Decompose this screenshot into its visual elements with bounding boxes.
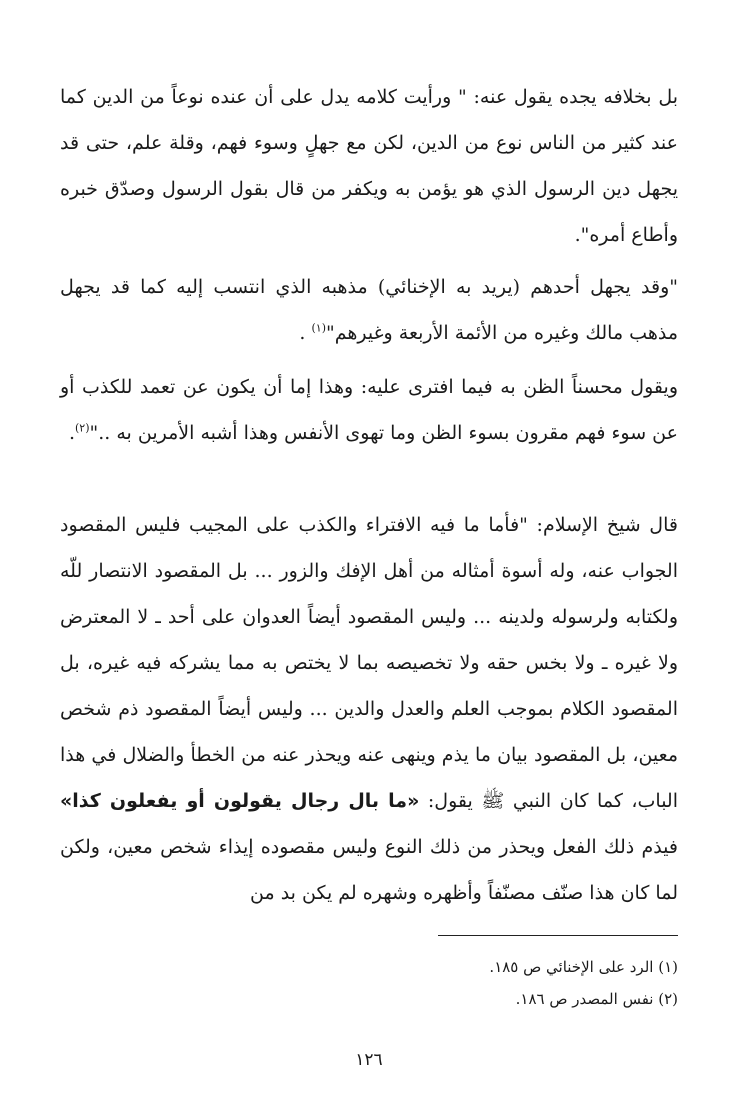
paragraph-1 bbox=[60, 74, 678, 258]
paragraph-2-end: . bbox=[299, 322, 312, 344]
paragraph-2 bbox=[60, 264, 678, 356]
paragraph-2-text: "وقد يجهل أحدهم (يريد به الإخنائي) مذهبه الذي انتسب إليه كما قد يجهل مذهب مالك وغيره من الأئمة الأربعة وغيرهم" bbox=[60, 276, 678, 344]
paragraph-4 bbox=[60, 502, 678, 916]
footnote-1: (١) الرد على الإخنائي ص ١٨٥. bbox=[489, 958, 678, 976]
hadith-quote: «ما بال رجال يقولون أو يفعلون كذا» bbox=[60, 790, 420, 812]
footnote-ref-2: (٢) bbox=[75, 421, 90, 435]
paragraph-4-tail: فيذم ذلك الفعل ويحذر من ذلك النوع وليس مقصوده إيذاء شخص معين، ولكن لما كان هذا صنّف مصنّفاً وأظهره وشهره لم يكن بد من bbox=[60, 836, 678, 904]
book-page bbox=[60, 0, 678, 1102]
paragraph-3-end: . bbox=[68, 422, 75, 444]
paragraph-1-text: بل بخلافه يجده يقول عنه: " ورأيت كلامه يدل على أن عنده نوعاً من الدين كما عند كثير من الناس نوع من الدين، لكن مع جهلٍ وسوء فهم، وقلة علم، حتى قد يجهل دين الرسول الذي هو يؤمن به ويكفر من قال بقول الرسول وصدّق خبره وأطاع أمره". bbox=[60, 86, 678, 246]
paragraph-3 bbox=[60, 364, 678, 456]
paragraph-4-text: قال شيخ الإسلام: "فأما ما فيه الافتراء والكذب على المجيب فليس المقصود الجواب عنه، وله أسوة أمثاله من أهل الإفك والزور ... بل المقصود الانتصار للّه ولكتابه ولرسوله ولدينه ... وليس المقصود أيضاً العدوان على أحد ـ لا المعترض ولا غيره ـ ولا بخس حقه ولا تخصيصه بما لا يختص به مما يشركه فيه غيره، بل المقصود الكلام بموجب العلم والعدل والدين ... وليس أيضاً المقصود ذم شخص معين، بل المقصود بيان ما يذم وينهى عنه ويحذر عنه من الخطأ والضلال في هذا الباب، كما كان النبي ﷺ يقول: bbox=[60, 514, 679, 812]
paragraph-3-text: ويقول محسناً الظن به فيما افترى عليه: وهذا إما أن يكون عن تعمد للكذب أو عن سوء فهم مقرون بسوء الظن وما تهوى الأنفس وهذا أشبه الأمرين به .." bbox=[60, 376, 678, 444]
page-number: ١٢٦ bbox=[355, 1050, 383, 1070]
footnote-ref-1: (١) bbox=[311, 321, 326, 335]
footnote-separator bbox=[438, 935, 678, 936]
footnote-2: (٢) نفس المصدر ص ١٨٦. bbox=[515, 990, 678, 1008]
